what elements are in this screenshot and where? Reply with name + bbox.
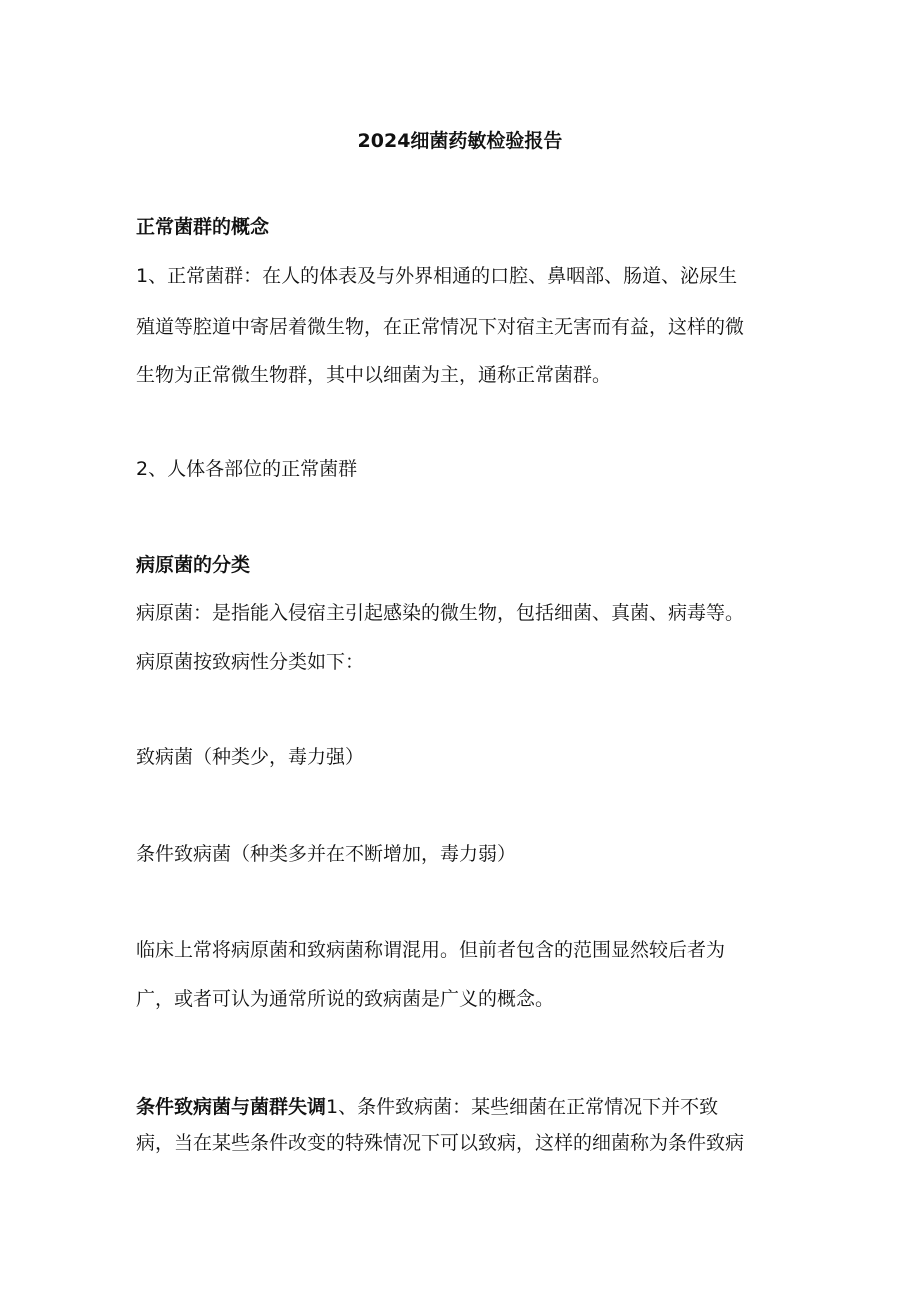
list-item: 条件致病菌（种类多并在不断增加，毒力弱） [136,843,517,865]
document-title: 2024细菌药敏检验报告 [357,130,563,152]
paragraph-line: 临床上常将病原菌和致病菌称谓混用。但前者包含的范围显然较后者为 [136,939,726,961]
section-heading-normal-flora: 正常菌群的概念 [136,216,270,238]
paragraph-line: 病原菌：是指能入侵宿主引起感染的微生物，包括细菌、真菌、病毒等。 [136,602,745,624]
paragraph-line: 1、正常菌群：在人的体表及与外界相通的口腔、鼻咽部、肠道、泌尿生 [136,265,738,287]
paragraph-line: 广，或者可认为通常所说的致病菌是广义的概念。 [136,988,555,1010]
paragraph-line: 病，当在某些条件改变的特殊情况下可以致病，这样的细菌称为条件致病 [136,1132,745,1154]
paragraph-line: 病原菌按致病性分类如下： [136,651,365,673]
paragraph-line [136,1093,796,1121]
list-item: 致病菌（种类少，毒力强） [136,746,365,768]
inline-text: 1、条件致病菌：某些细菌在正常情况下并不致 [326,1096,719,1118]
section-heading-pathogen-classification: 病原菌的分类 [136,554,251,576]
paragraph-line: 殖道等腔道中寄居着微生物，在正常情况下对宿主无害而有益，这样的微 [136,316,745,338]
paragraph-line: 生物为正常微生物群，其中以细菌为主，通称正常菌群。 [136,364,612,386]
paragraph-line: 2、人体各部位的正常菌群 [136,458,358,480]
section-heading-opportunistic-pathogens: 条件致病菌与菌群失调 [136,1096,327,1118]
